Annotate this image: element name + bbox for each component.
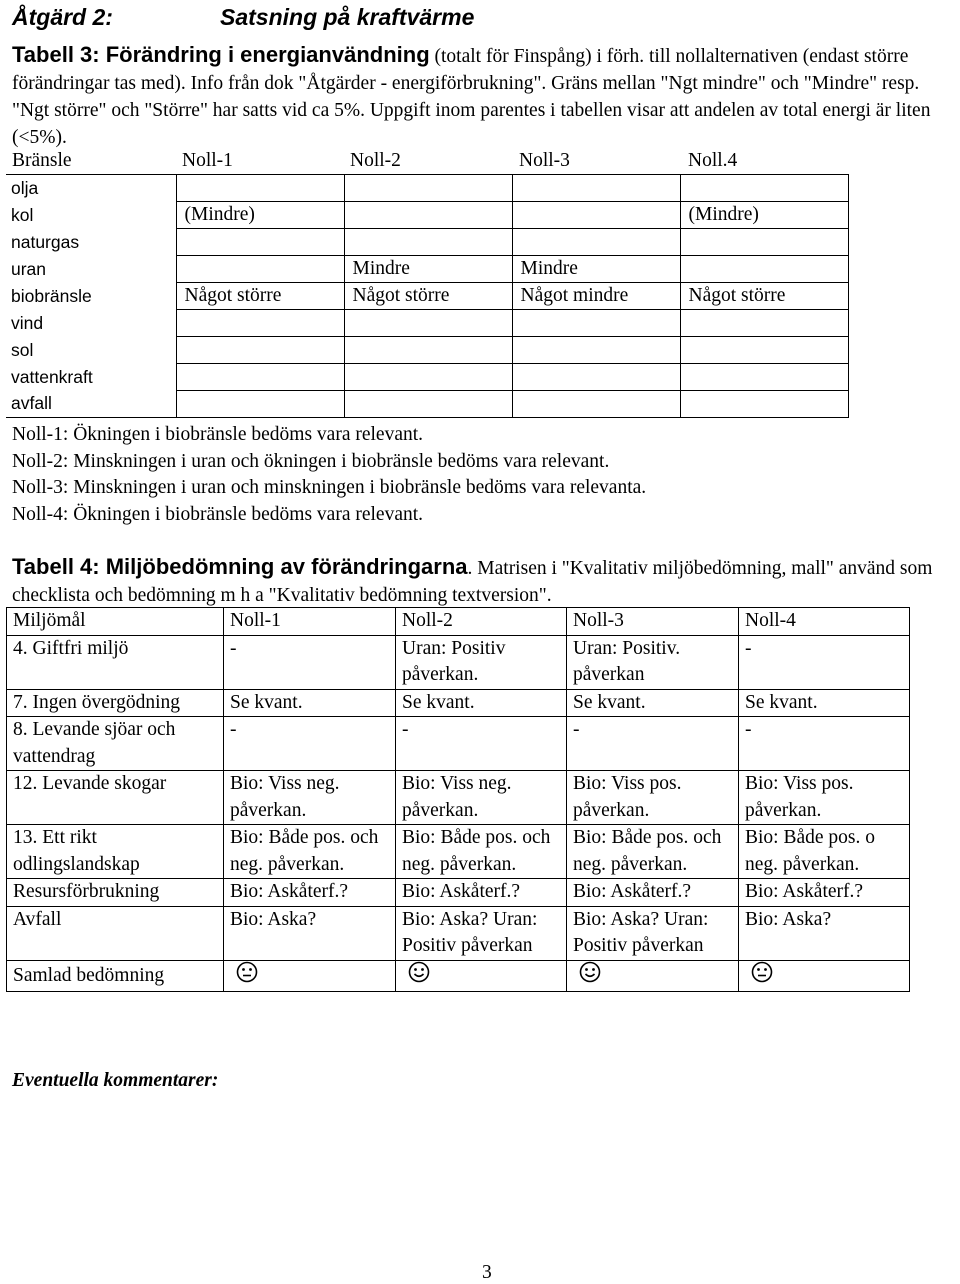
- table4-intro: [12, 553, 960, 609]
- note-line: Noll-1: Ökningen i biobränsle bedöms vara relevant.: [12, 424, 424, 445]
- table3-cell: [512, 391, 680, 418]
- table4-cell: Bio: Aska? Uran: Positiv påverkan: [396, 906, 567, 960]
- table4-row: [7, 825, 910, 879]
- fuel-name: naturgas: [6, 229, 176, 256]
- table4-cell: Bio: Både pos. och neg. påverkan.: [567, 825, 739, 879]
- table3-cell: [512, 310, 680, 337]
- table4-cell: -: [224, 717, 396, 771]
- summary-score: [224, 960, 396, 992]
- table4-cell: Bio: Både pos. och neg. påverkan.: [396, 825, 567, 879]
- table3-row: [6, 256, 848, 283]
- document-heading: [12, 4, 474, 31]
- table4-cell: Bio: Askåterf.?: [567, 879, 739, 907]
- table3-cell: [680, 229, 848, 256]
- table3-row: [6, 229, 848, 256]
- comments-label: Eventuella kommentarer:: [12, 1070, 219, 1091]
- table3-notes: [12, 422, 646, 528]
- action-number: Åtgärd 2:: [12, 4, 113, 30]
- environmental-goal: 7. Ingen övergödning: [7, 689, 224, 717]
- table3-cell: [512, 175, 680, 202]
- table3-header-noll2: Noll-2: [350, 150, 401, 171]
- environmental-goal: Avfall: [7, 906, 224, 960]
- table3-header-fuel: Bränsle: [12, 150, 72, 171]
- table4-cell: Bio: Aska? Uran: Positiv påverkan: [567, 906, 739, 960]
- table3-row: [6, 391, 848, 418]
- table3-cell: [680, 175, 848, 202]
- summary-row: [7, 960, 910, 992]
- table3-cell: [512, 202, 680, 229]
- table4-cell: Bio: Viss neg. påverkan.: [224, 771, 396, 825]
- table3-cell: [344, 364, 512, 391]
- table3-cell: [344, 229, 512, 256]
- table3-cell: [176, 310, 344, 337]
- table3-cell: [680, 391, 848, 418]
- table3-row: [6, 364, 848, 391]
- summary-score: [396, 960, 567, 992]
- table3-cell: [344, 337, 512, 364]
- table4-cell: Bio: Askåterf.?: [396, 879, 567, 907]
- table4-cell: -: [396, 717, 567, 771]
- table4-cell: -: [739, 717, 910, 771]
- table3-cell: [176, 337, 344, 364]
- table3-row: [6, 202, 848, 229]
- table4-header-row: [7, 608, 910, 636]
- table4-cell: Bio: Askåterf.?: [224, 879, 396, 907]
- table3-cell: [680, 310, 848, 337]
- table3-cell: (Mindre): [176, 202, 344, 229]
- table4-cell: Se kvant.: [396, 689, 567, 717]
- table3-title: Tabell 3: Förändring i energianvändning: [12, 42, 430, 67]
- table4-cell: Bio: Askåterf.?: [739, 879, 910, 907]
- table3-cell: Något större: [344, 283, 512, 310]
- table3-cell: Mindre: [512, 256, 680, 283]
- note-line: Noll-4: Ökningen i biobränsle bedöms vara relevant.: [12, 503, 424, 525]
- environmental-goal: Resursförbrukning: [7, 879, 224, 907]
- table4-header-cell: Miljömål: [7, 608, 224, 636]
- environmental-goal: 4. Giftfri miljö: [7, 635, 224, 689]
- table4-cell: Bio: Viss neg. påverkan.: [396, 771, 567, 825]
- fuel-name: vind: [6, 310, 176, 337]
- table3-cell: [512, 364, 680, 391]
- table4-cell: -: [567, 717, 739, 771]
- table3-row: [6, 283, 848, 310]
- table4-row: [7, 717, 910, 771]
- action-title: Satsning på kraftvärme: [220, 4, 475, 30]
- table3-cell: [344, 310, 512, 337]
- table4-cell: Bio: Både pos. o neg. påverkan.: [739, 825, 910, 879]
- table3-row: [6, 310, 848, 337]
- table3-cell: [176, 175, 344, 202]
- fuel-name: sol: [6, 337, 176, 364]
- table4-header-cell: Noll-1: [224, 608, 396, 636]
- table3-cell: [344, 391, 512, 418]
- table4-cell: -: [224, 635, 396, 689]
- table3-row: [6, 337, 848, 364]
- table3-row: [6, 175, 848, 202]
- table3-header-noll1: Noll-1: [182, 150, 233, 171]
- neutral-face-icon: [751, 961, 773, 983]
- table4-row: [7, 906, 910, 960]
- table3-cell: (Mindre): [680, 202, 848, 229]
- table4-cell: Bio: Både pos. och neg. påverkan.: [224, 825, 396, 879]
- table3-cell: Något större: [176, 283, 344, 310]
- table4-row: [7, 689, 910, 717]
- table3-header-noll4: Noll.4: [688, 150, 738, 171]
- table4-header-cell: Noll-4: [739, 608, 910, 636]
- table4-row: [7, 635, 910, 689]
- table3-intro: [12, 41, 952, 151]
- summary-label: Samlad bedömning: [7, 960, 224, 992]
- environment-assessment-table: [6, 607, 910, 992]
- table4-cell: Se kvant.: [739, 689, 910, 717]
- table3-cell: Mindre: [344, 256, 512, 283]
- table4-cell: Bio: Aska?: [224, 906, 396, 960]
- table4-cell: -: [739, 635, 910, 689]
- neutral-face-icon: [236, 961, 258, 983]
- table3-cell: [176, 364, 344, 391]
- table4-cell: Uran: Positiv påverkan.: [396, 635, 567, 689]
- energy-change-table: [6, 174, 849, 418]
- fuel-name: avfall: [6, 391, 176, 418]
- table4-cell: Bio: Aska?: [739, 906, 910, 960]
- table3-cell: Något större: [680, 283, 848, 310]
- smiling-face-icon: [579, 961, 601, 983]
- smiling-face-icon: [408, 961, 430, 983]
- table3-cell: [512, 337, 680, 364]
- table3-cell: [680, 337, 848, 364]
- environmental-goal: 12. Levande skogar: [7, 771, 224, 825]
- table3-header-noll3: Noll-3: [519, 150, 570, 171]
- summary-score: [567, 960, 739, 992]
- fuel-name: kol: [6, 202, 176, 229]
- table3-description: (totalt för Finspång) i förh. till nollalternativen (endast större förändringar tas med). Info från dok "Åtgärder - energiförbrukning". Gräns mellan "Ngt mindre" och "Mindre" resp. "Ngt större" och "Större" har satts vid ca 5%. Uppgift inom parentes i tabellen visar att andelen av total energi är liten (<5%).: [12, 46, 931, 148]
- table4-title: Tabell 4: Miljöbedömning av förändringarna: [12, 554, 468, 579]
- summary-score: [739, 960, 910, 992]
- table4-cell: Se kvant.: [567, 689, 739, 717]
- table3-cell: [176, 256, 344, 283]
- table3-cell: [344, 175, 512, 202]
- note-line: Noll-2: Minskningen i uran och ökningen i biobränsle bedöms vara relevant.: [12, 450, 610, 472]
- table4-header-cell: Noll-2: [396, 608, 567, 636]
- table4-cell: Bio: Viss pos. påverkan.: [739, 771, 910, 825]
- environmental-goal: 8. Levande sjöar och vattendrag: [7, 717, 224, 771]
- table3-cell: [680, 364, 848, 391]
- table4-description: . Matrisen i "Kvalitativ miljöbedömning, mall" använd som checklista och bedömning m h a "Kvalitativ bedömning textversion".: [12, 558, 933, 606]
- fuel-name: vattenkraft: [6, 364, 176, 391]
- table3-cell: [680, 256, 848, 283]
- table4-row: [7, 771, 910, 825]
- table4-cell: Uran: Positiv. påverkan: [567, 635, 739, 689]
- table3-cell: [512, 229, 680, 256]
- table4-cell: Bio: Viss pos. påverkan.: [567, 771, 739, 825]
- fuel-name: uran: [6, 256, 176, 283]
- environmental-goal: 13. Ett rikt odlingslandskap: [7, 825, 224, 879]
- table4-cell: Se kvant.: [224, 689, 396, 717]
- table4-header-cell: Noll-3: [567, 608, 739, 636]
- table3-cell: Något mindre: [512, 283, 680, 310]
- page-number: 3: [482, 1262, 492, 1283]
- fuel-name: biobränsle: [6, 283, 176, 310]
- table3-cell: [176, 391, 344, 418]
- table4-row: [7, 879, 910, 907]
- table3-cell: [344, 202, 512, 229]
- fuel-name: olja: [6, 175, 176, 202]
- table3-cell: [176, 229, 344, 256]
- note-line: Noll-3: Minskningen i uran och minskningen i biobränsle bedöms vara relevanta.: [12, 477, 647, 498]
